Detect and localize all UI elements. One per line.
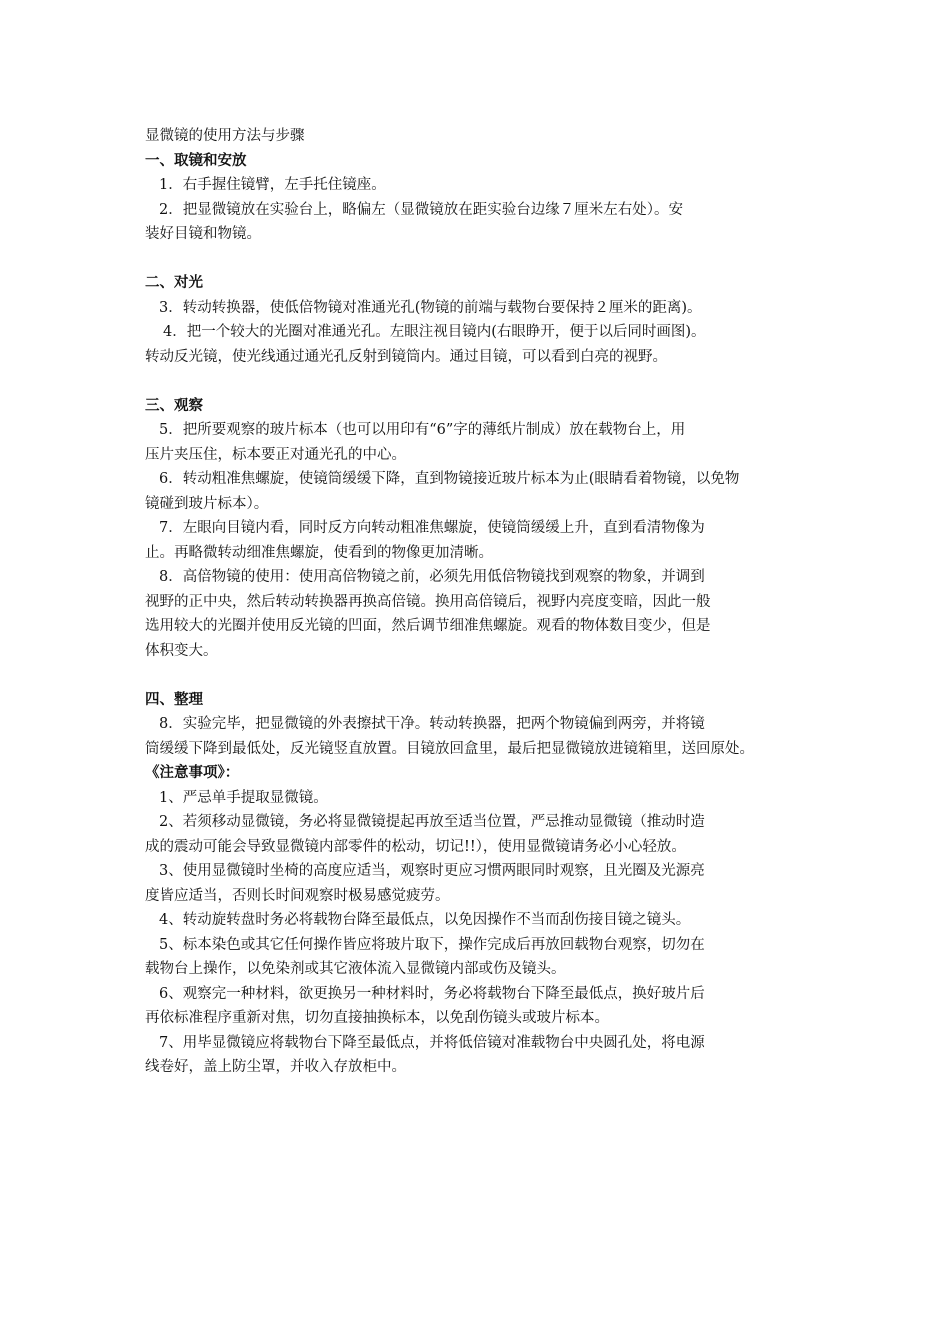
document-title: 显微镜的使用方法与步骤 [145,128,305,144]
note-line: 线卷好，盖上防尘罩，并收入存放柜中。 [145,1059,406,1075]
paragraph-line: 8．高倍物镜的使用：使用高倍物镜之前，必须先用低倍物镜找到观察的物象，并调到 [159,569,705,585]
paragraph-line: 4．把一个较大的光圈对准通光孔。左眼注视目镜内(右眼睁开，便于以后同时画图)。 [163,324,706,340]
paragraph-line: 7．左眼向目镜内看，同时反方向转动粗准焦螺旋，使镜筒缓缓上升，直到看清物像为 [159,520,705,536]
paragraph-line: 止。再略微转动细准焦螺旋，使看到的物像更加清晰。 [145,544,493,561]
paragraph-line: 转动反光镜，使光线通过通光孔反射到镜筒内。通过目镜，可以看到白亮的视野。 [145,348,667,365]
paragraph-line: 3．转动转换器，使低倍物镜对准通光孔(物镜的前端与载物台要保持２厘米的距离)。 [159,299,702,316]
blank-line [145,663,825,688]
note-line: 1、严忌单手提取显微镜。 [159,789,328,806]
paragraph-line: 5．把所要观察的玻片标本（也可以用印有“6”字的薄纸片制成）放在载物台上，用 [159,422,686,438]
note-line: 度皆应适当，否则长时间观察时极易感觉疲劳。 [145,887,450,904]
section-heading: 三、观察 [145,397,203,414]
notes-heading: 《注意事项》： [145,765,240,781]
note-line: 6、观察完一种材料，欲更换另一种材料时，务必将载物台下降至最低点，换好玻片后 [159,985,705,1002]
blank-line [145,369,825,394]
section-heading: 四、整理 [145,691,203,708]
paragraph-line: 视野的正中央，然后转动转换器再换高倍镜。换用高倍镜后，视野内亮度变暗，因此一般 [145,593,711,610]
section-heading: 二、对光 [145,275,203,291]
paragraph-line: 6．转动粗准焦螺旋，使镜筒缓缓下降，直到物镜接近玻片标本为止(眼睛看着物镜，以免物 [159,471,740,487]
paragraph-line: 1．右手握住镜臂，左手托住镜座。 [159,177,386,193]
paragraph-line: 装好目镜和物镜。 [145,226,261,242]
note-line: 再依标准程序重新对焦，切勿直接抽换标本，以免刮伤镜头或玻片标本。 [145,1010,609,1026]
note-line: 5、标本染色或其它任何操作皆应将玻片取下，操作完成后再放回载物台观察，切勿在 [159,936,705,953]
note-line: 载物台上操作，以免染剂或其它液体流入显微镜内部或伤及镜头。 [145,961,566,977]
paragraph-line: 筒缓缓下降到最低处，反光镜竖直放置。目镜放回盒里，最后把显微镜放进镜箱里，送回原处。 [145,740,754,757]
note-line: 2、若须移动显微镜，务必将显微镜提起再放至适当位置，严忌推动显微镜（推动时造 [159,814,705,830]
section-heading: 一、取镜和安放 [145,152,247,169]
blank-line [145,247,825,272]
note-line: 7、用毕显微镜应将载物台下降至最低点，并将低倍镜对准载物台中央圆孔处，将电源 [159,1034,705,1051]
paragraph-line: 2．把显微镜放在实验台上，略偏左（显微镜放在距实验台边缘７厘米左右处）。安 [159,201,683,218]
note-line: 成的震动可能会导致显微镜内部零件的松动，切记!!），使用显微镜请务必小心轻放。 [145,838,686,855]
paragraph-line: 选用较大的光圈并使用反光镜的凹面，然后调节细准焦螺旋。观看的物体数目变少，但是 [145,618,711,634]
note-line: 3、使用显微镜时坐椅的高度应适当，观察时更应习惯两眼同时观察，且光圈及光源亮 [159,863,705,879]
paragraph-line: 体积变大。 [145,642,218,659]
document-body [145,124,825,1080]
note-line: 4、转动旋转盘时务必将载物台降至最低点，以免因操作不当而刮伤接目镜之镜头。 [159,912,691,928]
paragraph-line: 镜碰到玻片标本）。 [145,495,269,512]
paragraph-line: 8．实验完毕，把显微镜的外表擦拭干净。转动转换器，把两个物镜偏到两旁，并将镜 [159,716,705,732]
paragraph-line: 压片夹压住，标本要正对通光孔的中心。 [145,446,406,463]
